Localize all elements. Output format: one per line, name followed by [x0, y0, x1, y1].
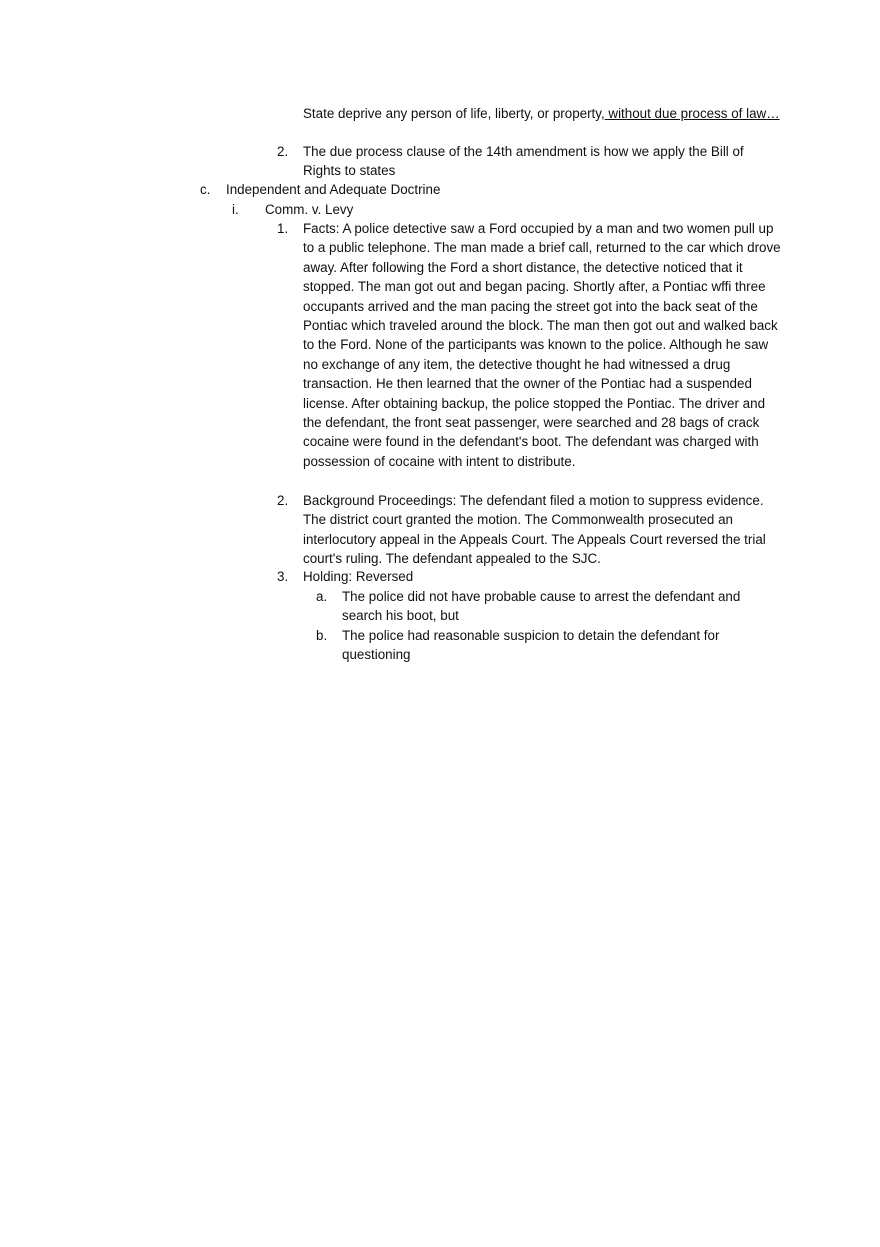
case-title: Comm. v. Levy: [265, 202, 354, 217]
continuation-text: State deprive any person of life, liberty, or property,: [303, 106, 605, 121]
facts-paragraph: Facts: A police detective saw a Ford occupied by a man and two women pull up to a public telephone. The man made a brief call, returned to the car which drove away. After following the Ford a short distance, the detective noticed that it stopped. The man got out and began pacing. Shortly after, a Pontiac wffi three occupants arrived and the man pacing the street got into the back seat of the Pontiac which traveled around the block. The man then got out and walked back to the Ford. None of the participants was known to the police. Although he saw no exchange of any item, the detective thought he had witnessed a drug transaction. He then learned that the owner of the Pontiac had a suspended license. After obtaining backup, the police stopped the Pontiac. The driver and the defendant, the front seat passenger, were searched and 28 bags of crack cocaine were found in the defendant's boot. The defendant was charged with possession of cocaine with intent to distribute.: [303, 221, 781, 469]
background-paragraph: Background Proceedings: The defendant filed a motion to suppress evidence. The district court granted the motion. The Commonwealth prosecuted an interlocutory appeal in the Appeals Court. The Appeals Court reversed the trial court's ruling. The defendant appealed to the SJC.: [303, 493, 766, 567]
section-c-title: Independent and Adequate Doctrine: [226, 182, 441, 197]
background-marker: 2.: [277, 493, 289, 508]
item-2-text: The due process clause of the 14th amendment is how we apply the Bill of Rights to states: [303, 144, 744, 179]
holding-marker: 3.: [277, 569, 289, 584]
holding-a-text: The police did not have probable cause to arrest the defendant and search his boot, but: [342, 589, 741, 624]
item-2-marker: 2.: [277, 144, 289, 159]
continuation-paragraph: [303, 104, 781, 123]
continuation-ellipsis: …: [766, 106, 780, 121]
due-process-phrase: without due process of law: [604, 106, 767, 121]
section-c-marker: c.: [200, 182, 211, 197]
holding-b-marker: b.: [316, 628, 328, 643]
holding-b-text: The police had reasonable suspicion to detain the defendant for questioning: [342, 628, 720, 663]
holding-a-marker: a.: [316, 589, 328, 604]
facts-marker: 1.: [277, 221, 289, 236]
holding-text: Holding: Reversed: [303, 569, 414, 584]
case-i-marker: i.: [232, 202, 239, 217]
